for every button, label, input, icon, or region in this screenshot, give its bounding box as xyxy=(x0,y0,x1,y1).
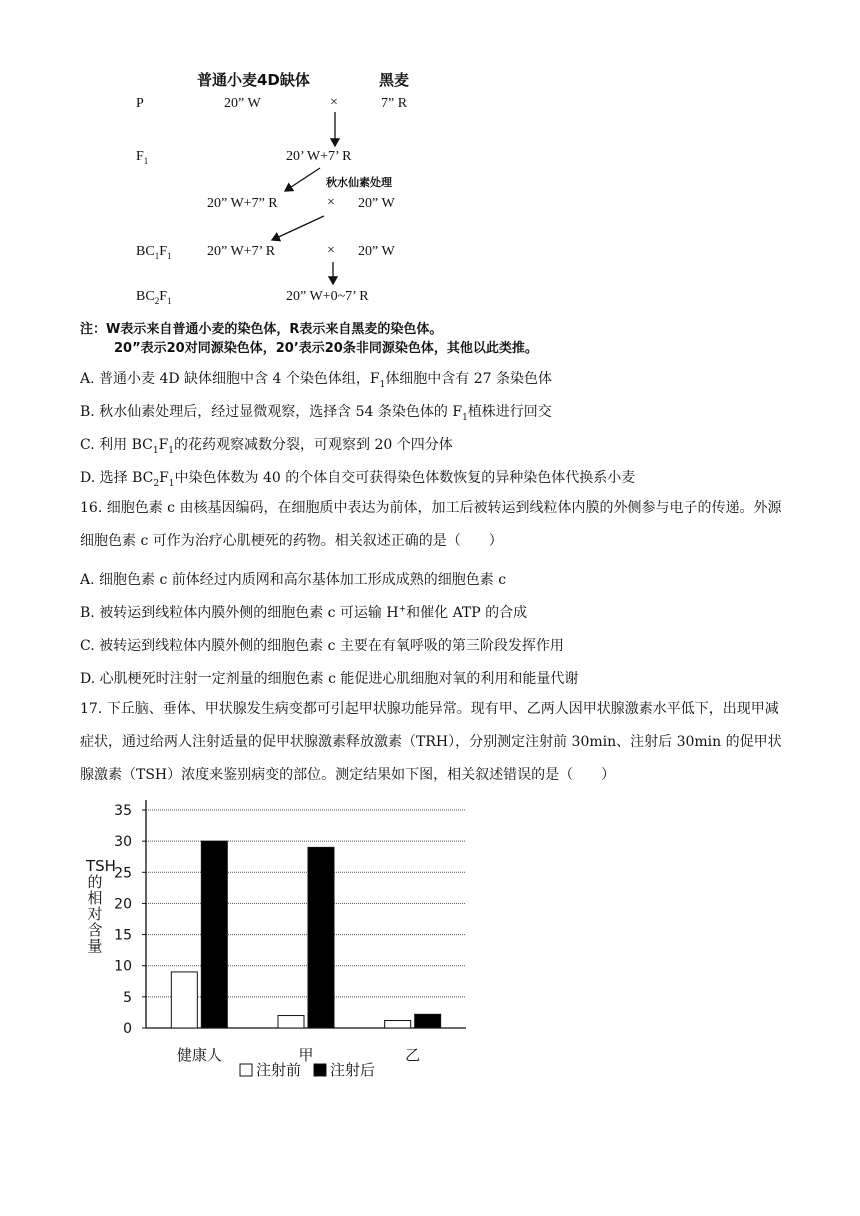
chart-y-axis-label: TSH的相对含量 xyxy=(86,857,116,955)
category-label: 健康人 xyxy=(176,1046,222,1064)
q15-option-b: B. 秋水仙素处理后，经过显微观察，选择含 54 条染色体的 $F_1$植株进行回交 xyxy=(80,404,552,423)
row-f1-label: $F_1$ xyxy=(136,149,149,166)
chart-y-ticks xyxy=(114,803,146,1037)
legend-swatch xyxy=(240,1064,252,1076)
row-doubled-cross: × xyxy=(327,195,335,210)
colchicine-treatment-label: 秋水仙素处理 xyxy=(326,176,392,189)
q16-option-a: A. 细胞色素 c 前体经过内质网和高尔基体加工形成成熟的细胞色素 c xyxy=(80,572,507,588)
row-p-wheat: 20” W xyxy=(224,96,261,111)
bar-after xyxy=(415,1014,441,1028)
y-tick-label: 20 xyxy=(114,896,132,913)
y-tick-label: 15 xyxy=(114,927,132,944)
diagram-header-wheat: 普通小麦4D缺体 xyxy=(197,71,310,89)
q17-stem: 17. 下丘脑、垂体、甲状腺发生病变都可引起甲状腺功能异常。现有甲、乙两人因甲状腺激素水平低下，出现甲减症状，通过给两人注射适量的促甲状腺激素释放激素（TRH），分别测定注射前 30min、注射后 30min 的促甲状腺激素（TSH）浓度来鉴别病变的部位。测定结果如下图，相关叙述错误的是（ ） xyxy=(80,701,782,783)
y-tick-label: 10 xyxy=(114,958,132,975)
bar-before xyxy=(385,1021,411,1028)
bar-before xyxy=(278,1016,304,1028)
row-bc1f1-label: $BC_1F_1$ xyxy=(136,244,172,261)
row-bc2f1-label: $BC_2F_1$ xyxy=(136,289,172,306)
q16-option-b: B. 被转运到线粒体内膜外侧的细胞色素 c 可运输 H+和催化 ATP 的合成 xyxy=(80,604,528,621)
row-bc1f1-wheat: 20” W xyxy=(358,244,395,259)
diagram-note-2: 20”表示20对同源染色体，20’表示20条非同源染色体，其他以此类推。 xyxy=(114,341,538,356)
category-label: 乙 xyxy=(405,1046,421,1064)
q16-stem: 16. 细胞色素 c 由核基因编码，在细胞质中表达为前体，加工后被转运到线粒体内膜的外侧参与电子的传递。外源细胞色素 c 可作为治疗心肌梗死的药物。相关叙述正确的是（ ） xyxy=(80,500,782,549)
row-bc1f1-genome: 20” W+7’ R xyxy=(207,244,276,259)
diagram-note-1: 注：W表示来自普通小麦的染色体，R表示来自黑麦的染色体。 xyxy=(80,322,443,337)
category-label: 甲 xyxy=(298,1046,314,1064)
y-tick-label: 0 xyxy=(123,1021,132,1037)
diagram-header-rye: 黑麦 xyxy=(379,71,410,89)
row-p-rye: 7” R xyxy=(381,96,408,111)
legend-label: 注射前 xyxy=(256,1061,302,1079)
y-tick-label: 5 xyxy=(123,989,132,1006)
q15-option-d: D. 选择 $BC_2F_1$中染色体数为 40 的个体自交可获得染色体数恢复的异种染色体代换系小麦 xyxy=(80,470,636,489)
q15-option-a: A. 普通小麦 4D 缺体细胞中含 4 个染色体组，$F_1$体细胞中含有 27 条染色体 xyxy=(80,371,553,390)
q16-option-d: D. 心肌梗死时注射一定剂量的细胞色素 c 能促进心肌细胞对氧的利用和能量代谢 xyxy=(80,671,579,687)
bar-after xyxy=(201,841,227,1028)
row-bc1f1-cross: × xyxy=(327,243,335,258)
row-bc2f1-genome: 20” W+0~7’ R xyxy=(286,289,369,304)
row-doubled-genome: 20” W+7” R xyxy=(207,196,278,211)
q15-option-c: C. 利用 $BC_1F_1$的花药观察减数分裂，可观察到 20 个四分体 xyxy=(80,437,453,456)
row-p-cross: × xyxy=(330,95,338,110)
row-f1-genome: 20’ W+7’ R xyxy=(286,149,352,164)
row-p-label: P xyxy=(136,96,144,111)
chart-gridlines xyxy=(146,810,466,997)
legend-swatch xyxy=(314,1064,326,1076)
y-tick-label: 25 xyxy=(114,865,132,882)
legend-label: 注射后 xyxy=(330,1061,376,1079)
q16-option-c: C. 被转运到线粒体内膜外侧的细胞色素 c 主要在有氧呼吸的第三阶段发挥作用 xyxy=(80,638,564,654)
row-doubled-wheat: 20” W xyxy=(358,196,395,211)
y-tick-label: 35 xyxy=(114,803,132,819)
y-tick-label: 30 xyxy=(114,834,132,851)
bar-after xyxy=(308,847,334,1028)
bar-before xyxy=(171,972,197,1028)
